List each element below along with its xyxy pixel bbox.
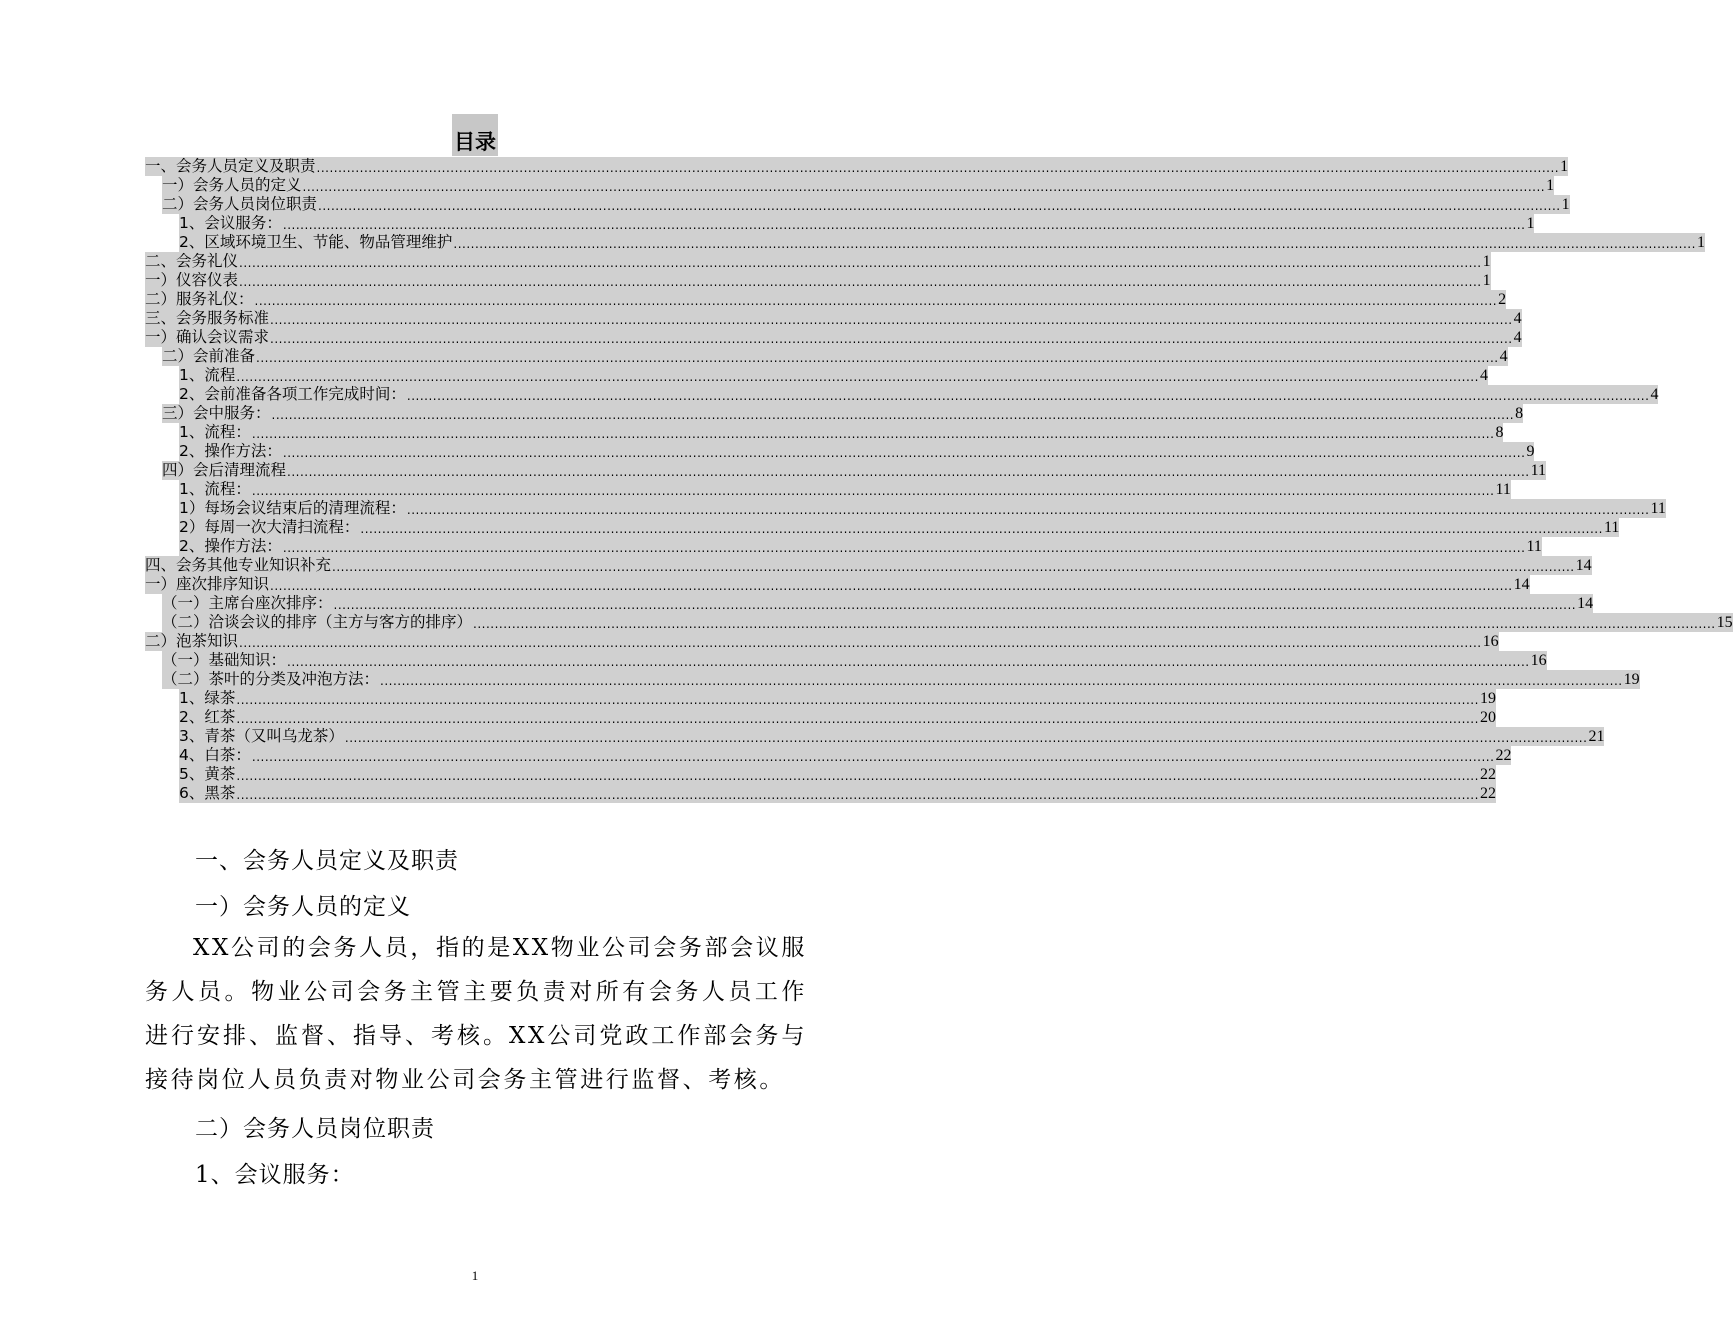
toc-entry[interactable] (145, 233, 1705, 252)
toc-entry[interactable] (145, 594, 1594, 613)
toc-entry-label: 三、会务服务标准 (145, 309, 270, 327)
definition-paragraph: XX公司的会务人员，指的是XX物业公司会务部会议服务人员。物业公司会务主管主要负责对所有会务人员工作进行安排、监督、指导、考核。XX公司党政工作部会务与接待岗位人员负责对物业公司会务主管进行监督、考核。 (145, 935, 807, 1093)
toc-entry-page: 21 (1588, 728, 1605, 745)
toc-leader-dots (380, 674, 1623, 689)
toc-entry-label: 1、流程： (179, 480, 251, 498)
toc-entry[interactable] (145, 689, 1496, 708)
toc-entry-page: 1 (1526, 215, 1535, 232)
toc-entry-label: 二）会前准备 (162, 347, 256, 365)
toc-leader-dots (453, 237, 1696, 252)
toc-entry-label: 一）会务人员的定义 (162, 176, 302, 194)
toc-entry-label: 1、会议服务： (179, 214, 282, 232)
toc-entry[interactable] (145, 309, 1522, 328)
toc-entry-page: 20 (1479, 709, 1496, 726)
table-of-contents (145, 157, 1733, 803)
toc-entry[interactable] (145, 214, 1535, 233)
toc-entry[interactable] (145, 480, 1511, 499)
toc-entry-label: 三）会中服务： (162, 404, 271, 422)
section-heading-1: 一、会务人员定义及职责 (195, 848, 459, 874)
toc-entry[interactable] (145, 632, 1499, 651)
toc-entry-label: 1、流程： (179, 423, 251, 441)
toc-entry-page: 4 (1479, 367, 1488, 384)
toc-title: 目录 (452, 114, 498, 156)
toc-entry[interactable] (145, 784, 1496, 803)
toc-leader-dots (270, 579, 1513, 594)
toc-entry-page: 14 (1577, 595, 1594, 612)
toc-entry-page: 1 (1482, 272, 1491, 289)
toc-entry[interactable] (145, 518, 1620, 537)
toc-entry[interactable] (145, 347, 1508, 366)
toc-leader-dots (239, 275, 1482, 290)
toc-entry-page: 19 (1479, 690, 1496, 707)
toc-entry-label: 2、区域环境卫生、节能、物品管理维护 (179, 233, 453, 251)
toc-entry[interactable] (145, 765, 1496, 784)
toc-entry-label: 2、操作方法： (179, 442, 282, 460)
toc-entry[interactable] (145, 290, 1507, 309)
toc-entry[interactable] (145, 423, 1504, 442)
toc-entry-page: 4 (1650, 386, 1659, 403)
toc-leader-dots (252, 427, 1495, 442)
toc-leader-dots (473, 617, 1716, 632)
toc-leader-dots (236, 769, 1479, 784)
toc-entry-label: 3、青茶（又叫乌龙茶） (179, 727, 344, 745)
toc-leader-dots (283, 446, 1526, 461)
toc-entry-page: 11 (1530, 462, 1546, 479)
toc-entry-label: 6、黑茶 (179, 784, 236, 802)
toc-entry[interactable] (145, 651, 1547, 670)
toc-entry-label: （二）洽谈会议的排序（主方与客方的排序） (162, 613, 473, 631)
toc-entry-page: 22 (1479, 766, 1496, 783)
toc-entry-page: 2 (1498, 291, 1507, 308)
toc-entry-page: 11 (1526, 538, 1542, 555)
toc-leader-dots (287, 465, 1530, 480)
toc-entry-page: 8 (1495, 424, 1504, 441)
toc-entry-label: 一）座次排序知识 (145, 575, 270, 593)
toc-entry-label: （二）茶叶的分类及冲泡方法： (162, 670, 380, 688)
toc-entry[interactable] (145, 328, 1522, 347)
toc-entry[interactable] (145, 252, 1491, 271)
toc-entry-page: 1 (1546, 177, 1555, 194)
toc-leader-dots (303, 180, 1546, 195)
toc-entry-page: 16 (1482, 633, 1499, 650)
toc-leader-dots (318, 199, 1561, 214)
list-item-meeting-service: 1、会议服务： (195, 1162, 355, 1188)
toc-entry-label: 4、白茶： (179, 746, 251, 764)
toc-entry-label: （一）基础知识： (162, 651, 287, 669)
toc-leader-dots (334, 598, 1577, 613)
toc-entry[interactable] (145, 708, 1496, 727)
toc-entry[interactable] (145, 404, 1524, 423)
toc-entry-page: 15 (1716, 614, 1733, 631)
toc-entry-label: （一）主席台座次排序： (162, 594, 333, 612)
toc-entry-page: 11 (1603, 519, 1620, 536)
toc-entry-page: 4 (1513, 310, 1522, 327)
toc-leader-dots (287, 655, 1530, 670)
toc-leader-dots (332, 560, 1575, 575)
toc-leader-dots (407, 389, 1650, 404)
toc-entry-label: 二）会务人员岗位职责 (162, 195, 318, 213)
toc-entry-label: 2、红茶 (179, 708, 236, 726)
toc-entry[interactable] (145, 271, 1491, 290)
toc-entry-label: 四、会务其他专业知识补充 (145, 556, 332, 574)
toc-entry[interactable] (145, 727, 1605, 746)
toc-entry-label: 二、会务礼仪 (145, 252, 239, 270)
toc-entry-page: 14 (1513, 576, 1530, 593)
toc-entry[interactable] (145, 613, 1733, 632)
toc-entry[interactable] (145, 442, 1535, 461)
toc-entry-page: 16 (1530, 652, 1547, 669)
toc-leader-dots (283, 218, 1526, 233)
toc-leader-dots (345, 731, 1588, 746)
toc-entry-label: 二）泡茶知识 (145, 632, 239, 650)
toc-entry-page: 1 (1561, 196, 1570, 213)
toc-leader-dots (407, 503, 1650, 518)
toc-entry[interactable] (145, 537, 1542, 556)
toc-entry-label: 1、流程 (179, 366, 236, 384)
toc-entry-label: 一）确认会议需求 (145, 328, 270, 346)
subsection-heading-definition: 一）会务人员的定义 (195, 894, 411, 920)
toc-entry-page: 11 (1495, 481, 1511, 498)
toc-leader-dots (272, 408, 1515, 423)
page-number: 1 (471, 1268, 479, 1283)
toc-leader-dots (360, 522, 1603, 537)
toc-leader-dots (255, 294, 1498, 309)
toc-leader-dots (252, 484, 1495, 499)
toc-entry[interactable] (145, 670, 1640, 689)
toc-entry[interactable] (145, 195, 1570, 214)
toc-entry-page: 9 (1526, 443, 1535, 460)
toc-entry-label: 一）仪容仪表 (145, 271, 239, 289)
toc-entry[interactable] (145, 499, 1666, 518)
subsection-heading-duties: 二）会务人员岗位职责 (195, 1116, 435, 1142)
toc-entry-label: 四）会后清理流程 (162, 461, 287, 479)
toc-leader-dots (239, 256, 1482, 271)
toc-leader-dots (317, 161, 1560, 176)
toc-entry[interactable] (145, 746, 1512, 765)
toc-entry-page: 22 (1495, 747, 1512, 764)
toc-leader-dots (270, 332, 1513, 347)
toc-entry-page: 4 (1513, 329, 1522, 346)
toc-entry-page: 1 (1696, 234, 1705, 251)
toc-entry-page: 14 (1575, 557, 1592, 574)
toc-entry-label: 1、绿茶 (179, 689, 236, 707)
toc-entry[interactable] (145, 366, 1488, 385)
toc-entry[interactable] (145, 157, 1569, 176)
toc-entry-page: 1 (1560, 158, 1569, 175)
toc-leader-dots (236, 712, 1479, 727)
toc-leader-dots (236, 370, 1479, 385)
toc-entry[interactable] (145, 575, 1530, 594)
toc-entry-page: 1 (1482, 253, 1491, 270)
toc-entry-label: 2）每周一次大清扫流程： (179, 518, 360, 536)
toc-entry-page: 11 (1650, 500, 1666, 517)
toc-leader-dots (256, 351, 1499, 366)
toc-leader-dots (236, 693, 1479, 708)
toc-entry-label: 2、操作方法： (179, 537, 282, 555)
toc-entry-label: 5、黄茶 (179, 765, 236, 783)
toc-leader-dots (283, 541, 1526, 556)
toc-entry-page: 4 (1499, 348, 1508, 365)
toc-entry-label: 1）每场会议结束后的清理流程： (179, 499, 406, 517)
toc-leader-dots (270, 313, 1513, 328)
toc-entry[interactable] (145, 176, 1555, 195)
toc-entry-page: 19 (1623, 671, 1640, 688)
toc-entry[interactable] (145, 461, 1546, 480)
toc-leader-dots (239, 636, 1482, 651)
toc-entry-label: 一、会务人员定义及职责 (145, 157, 316, 175)
toc-entry-label: 2、会前准备各项工作完成时间： (179, 385, 406, 403)
toc-leader-dots (236, 788, 1479, 803)
toc-entry-label: 二）服务礼仪： (145, 290, 254, 308)
toc-entry-page: 22 (1479, 785, 1496, 802)
toc-entry[interactable] (145, 556, 1592, 575)
toc-leader-dots (252, 750, 1495, 765)
toc-entry-page: 8 (1515, 405, 1524, 422)
toc-entry[interactable] (145, 385, 1659, 404)
